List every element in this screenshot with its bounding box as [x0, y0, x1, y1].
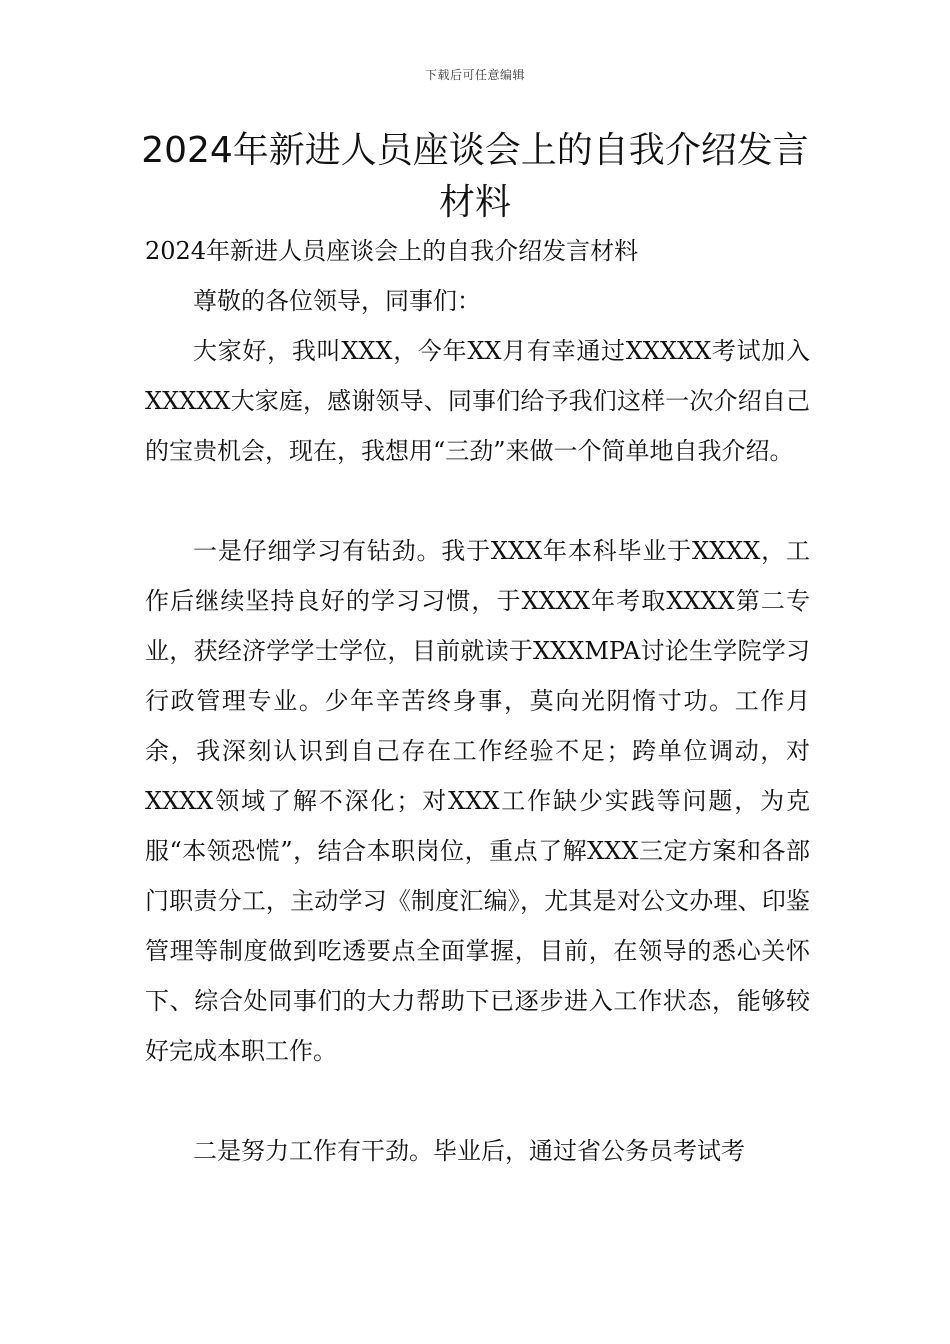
document-body [145, 226, 810, 1176]
document-title: 2024年新进人员座谈会上的自我介绍发言材料 [141, 130, 809, 223]
paragraph-study: 一是仔细学习有钻劲。我于XXX年本科毕业于XXXX，工作后继续坚持良好的学习习惯，于XXXX年考取XXXX第二专业，获经济学学士学位，目前就读于XXXMPA讨论生学院学习行政管理专业。少年辛苦终身事，莫向光阴惰寸功。工作月余，我深刻认识到自己存在工作经验不足；跨单位调动，对XXXX领域了解不深化；对XXX工作缺少实践等问题，为克服“本领恐慌”，结合本职岗位，重点了解XXX三定方案和各部门职责分工，主动学习《制度汇编》，尤其是对公文办理、印鉴管理等制度做到吃透要点全面掌握，目前，在领导的悉心关怀下、综合处同事们的大力帮助下已逐步进入工作状态，能够较好完成本职工作。 [145, 537, 810, 1065]
greeting-line: 尊敬的各位领导，同事们： [193, 287, 481, 315]
paragraph-intro: 大家好，我叫XXX，今年XX月有幸通过XXXXX考试加入XXXXX大家庭，感谢领导、同事们给予我们这样一次介绍自己的宝贵机会，现在，我想用“三劲”来做一个简单地自我介绍。 [145, 337, 810, 465]
paragraph-work: 二是努力工作有干劲。毕业后，通过省公务员考试考 [193, 1137, 745, 1165]
document-subtitle: 2024年新进人员座谈会上的自我介绍发言材料 [145, 237, 639, 265]
header-note: 下载后可任意编辑 [424, 68, 525, 82]
